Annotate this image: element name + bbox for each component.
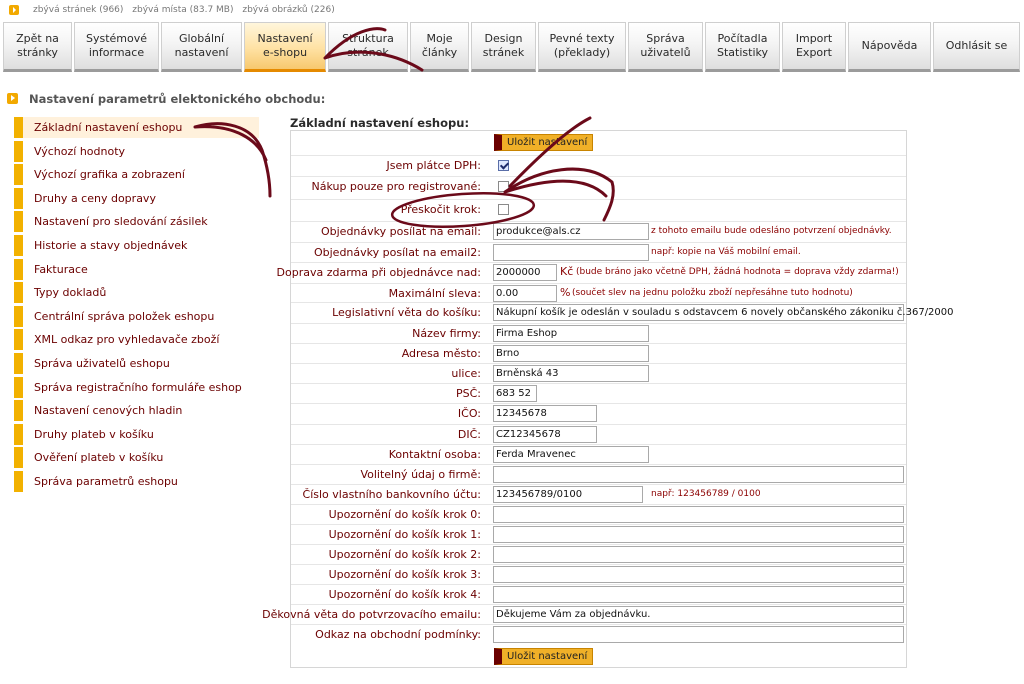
sidebar-item-default-values[interactable]: Výchozí hodnoty xyxy=(14,141,259,162)
max-discount-label: Maximální sleva: xyxy=(388,287,481,300)
row-bank xyxy=(291,484,906,504)
pages-quota: zbývá stránek (966) xyxy=(33,5,124,15)
warn0-label: Upozornění do košík krok 0: xyxy=(328,508,481,521)
row-city xyxy=(291,343,906,363)
row-thanks xyxy=(262,604,906,624)
row-contact xyxy=(291,444,906,464)
tab-page-structure[interactable]: Struktura stránek xyxy=(328,22,408,72)
order-email2-label: Objednávky posílat na email2: xyxy=(313,246,481,259)
terms-input[interactable] xyxy=(493,626,904,643)
vat-label: Jsem plátce DPH: xyxy=(386,159,481,172)
city-label: Adresa město: xyxy=(401,347,481,360)
row-order-email xyxy=(291,221,906,241)
row-ico xyxy=(291,403,906,423)
free-shipping-label: Doprava zdarma při objednávce nad: xyxy=(276,266,481,279)
form-title: Základní nastavení eshopu: xyxy=(290,116,470,130)
order-email-note: z tohoto emailu bude odesláno potvrzení objednávky. xyxy=(651,226,892,236)
ico-input[interactable]: 12345678 xyxy=(493,405,597,422)
row-warn0 xyxy=(291,504,906,524)
zip-label: PSČ: xyxy=(455,387,481,400)
legal-label: Legislativní věta do košíku: xyxy=(332,306,481,319)
zip-input[interactable]: 683 52 xyxy=(493,385,537,402)
row-free-shipping xyxy=(276,262,906,282)
row-registered-only xyxy=(291,176,906,196)
sidebar-item-price-levels[interactable]: Nastavení cenových hladin xyxy=(14,400,259,421)
thanks-label: Děkovná věta do potvrzovacího emailu: xyxy=(262,608,481,621)
tab-my-articles[interactable]: Moje články xyxy=(410,22,469,72)
arrow-icon xyxy=(7,93,18,104)
dic-label: DIČ: xyxy=(457,428,481,441)
warn3-input[interactable] xyxy=(493,566,904,583)
row-legal xyxy=(291,302,954,322)
dic-input[interactable]: CZ12345678 xyxy=(493,426,597,443)
tab-page-design[interactable]: Design stránek xyxy=(471,22,536,72)
row-max-discount xyxy=(291,283,906,303)
row-warn4 xyxy=(291,584,906,604)
optional-input[interactable] xyxy=(493,466,904,483)
tab-fixed-texts[interactable]: Pevné texty (překlady) xyxy=(538,22,626,72)
contact-label: Kontaktní osoba: xyxy=(388,448,481,461)
tab-help[interactable]: Nápověda xyxy=(848,22,931,72)
max-discount-unit: % xyxy=(560,286,571,299)
row-street xyxy=(291,363,906,383)
row-warn1 xyxy=(291,524,906,544)
sidebar-item-document-types[interactable]: Typy dokladů xyxy=(14,282,259,303)
row-order-email2 xyxy=(291,242,906,262)
tab-eshop-settings[interactable]: Nastavení e-shopu xyxy=(244,22,326,72)
warn1-label: Upozornění do košík krok 1: xyxy=(328,528,481,541)
row-warn2 xyxy=(291,544,906,564)
ico-label: IČO: xyxy=(457,407,481,420)
row-zip xyxy=(291,383,906,403)
account-info-bar xyxy=(0,0,1024,20)
main-navigation xyxy=(0,22,1024,74)
bank-input[interactable]: 123456789/0100 xyxy=(493,486,643,503)
tab-system-info[interactable]: Systémové informace xyxy=(74,22,159,72)
registered-only-checkbox[interactable] xyxy=(498,181,509,192)
sidebar-item-xml-feed[interactable]: XML odkaz pro vyhledavače zboží xyxy=(14,329,259,350)
sidebar-item-registration-form[interactable]: Správa registračního formuláře eshop xyxy=(14,377,259,398)
skip-step-label: Přeskočit krok: xyxy=(400,203,481,216)
row-warn3 xyxy=(291,564,906,584)
street-input[interactable]: Brněnská 43 xyxy=(493,365,649,382)
warn3-label: Upozornění do košík krok 3: xyxy=(328,568,481,581)
max-discount-input[interactable]: 0.00 xyxy=(493,285,557,302)
max-discount-note: (součet slev na jednu položku zboží nepřesáhne tuto hodnotu) xyxy=(572,288,853,298)
sidebar-item-tracking[interactable]: Nastavení pro sledování zásilek xyxy=(14,211,259,232)
optional-label: Volitelný údaj o firmě: xyxy=(360,468,481,481)
tab-user-management[interactable]: Správa uživatelů xyxy=(628,22,703,72)
order-email2-input[interactable] xyxy=(493,244,649,261)
sidebar-item-invoicing[interactable]: Fakturace xyxy=(14,259,259,280)
quota-info xyxy=(33,5,341,15)
space-quota: zbývá místa (83.7 MB) xyxy=(132,5,234,15)
order-email-input[interactable]: produkce@als.cz xyxy=(493,223,649,240)
save-button-top[interactable]: Uložit nastavení xyxy=(494,134,593,151)
sidebar-item-payment-verification[interactable]: Ověření plateb v košíku xyxy=(14,447,259,468)
row-terms xyxy=(291,624,906,644)
street-label: ulice: xyxy=(451,367,481,380)
registered-only-label: Nákup pouze pro registrované: xyxy=(311,180,481,193)
arrow-icon xyxy=(9,5,19,15)
row-vat xyxy=(291,155,906,175)
row-skip-step xyxy=(291,199,906,219)
sidebar-item-shipping[interactable]: Druhy a ceny dopravy xyxy=(14,188,259,209)
free-shipping-input[interactable]: 2000000 xyxy=(493,264,557,281)
legal-input[interactable]: Nákupní košík je odeslán v souladu s odstavcem 6 novely občanského zákoniku č.367/2000 xyxy=(493,304,904,321)
thanks-input[interactable]: Děkujeme Vám za objednávku. xyxy=(493,606,904,623)
tab-global-settings[interactable]: Globální nastavení xyxy=(161,22,242,72)
tab-logout[interactable]: Odhlásit se xyxy=(933,22,1020,72)
company-label: Název firmy: xyxy=(412,327,481,340)
sidebar-item-order-history[interactable]: Historie a stavy objednávek xyxy=(14,235,259,256)
warn4-label: Upozornění do košík krok 4: xyxy=(328,588,481,601)
warn1-input[interactable] xyxy=(493,526,904,543)
page-title: Nastavení parametrů elektonického obchodu: xyxy=(29,92,326,106)
bank-note: např: 123456789 / 0100 xyxy=(651,489,761,499)
sidebar-item-central-products[interactable]: Centrální správa položek eshopu xyxy=(14,306,259,327)
sidebar-item-default-graphics[interactable]: Výchozí grafika a zobrazení xyxy=(14,164,259,185)
sidebar-item-eshop-parameters[interactable]: Správa parametrů eshopu xyxy=(14,471,259,492)
tab-import-export[interactable]: Import Export xyxy=(782,22,846,72)
company-input[interactable]: Firma Eshop xyxy=(493,325,649,342)
tab-statistics[interactable]: Počítadla Statistiky xyxy=(705,22,780,72)
warn4-input[interactable] xyxy=(493,586,904,603)
order-email2-note: např: kopie na Váš mobilní email. xyxy=(651,247,801,257)
row-company xyxy=(291,323,906,343)
sidebar-menu xyxy=(14,117,259,495)
contact-input[interactable]: Ferda Mravenec xyxy=(493,446,649,463)
vat-checkbox[interactable] xyxy=(498,160,509,171)
warn2-input[interactable] xyxy=(493,546,904,563)
city-input[interactable]: Brno xyxy=(493,345,649,362)
tab-back-to-pages[interactable]: Zpět na stránky xyxy=(3,22,72,72)
skip-step-checkbox[interactable] xyxy=(498,204,509,215)
order-email-label: Objednávky posílat na email: xyxy=(320,225,481,238)
images-quota: zbývá obrázků (226) xyxy=(242,5,335,15)
save-button-bottom[interactable]: Uložit nastavení xyxy=(494,648,593,665)
bank-label: Číslo vlastního bankovního účtu: xyxy=(302,488,481,501)
warn2-label: Upozornění do košík krok 2: xyxy=(328,548,481,561)
row-optional xyxy=(291,464,906,484)
sidebar-item-basic-settings[interactable]: Základní nastavení eshopu xyxy=(14,117,259,138)
sidebar-item-eshop-users[interactable]: Správa uživatelů eshopu xyxy=(14,353,259,374)
free-shipping-note: (bude bráno jako včetně DPH, žádná hodnota = doprava vždy zdarma!) xyxy=(576,267,899,277)
free-shipping-unit: Kč xyxy=(560,265,574,278)
sidebar-item-payment-types[interactable]: Druhy plateb v košíku xyxy=(14,424,259,445)
terms-label: Odkaz na obchodní podmínky: xyxy=(315,628,481,641)
row-dic xyxy=(291,424,906,444)
warn0-input[interactable] xyxy=(493,506,904,523)
